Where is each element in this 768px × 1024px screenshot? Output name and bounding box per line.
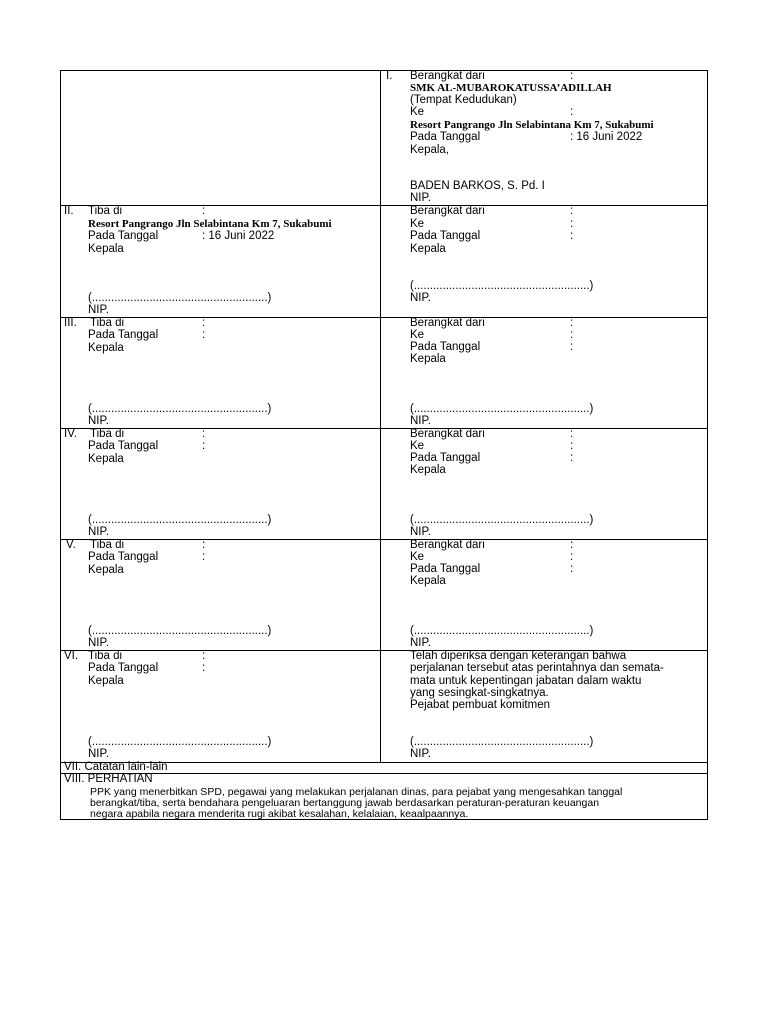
section4-tanggal-label: Pada Tanggal [88,440,159,452]
section6-left-sign-line: (.......................................................) [88,736,272,748]
section4-berangkat-colon: : [570,428,574,440]
section5-right-tanggal-colon: : [570,563,574,575]
section2-tiba-value: Resort Pangrango Jln Selabintana Km 7, Sukabumi [88,218,332,230]
section6-kepala: Kepala [88,675,124,687]
section3-right-nip: NIP. [410,415,431,427]
section2-tanggal-value: : 16 Juni 2022 [202,230,275,242]
section2-ke-colon: : [570,218,574,230]
section3-left-nip: NIP. [88,415,109,427]
section5-berangkat-colon: : [570,539,574,551]
section1-kepala: Kepala, [410,144,450,156]
section3-kepala: Kepala [88,342,124,354]
section4-tiba-colon: : [202,428,206,440]
section2-right-kepala: Kepala [410,243,446,255]
section2-tanggal-label: Pada Tanggal [88,230,159,242]
section2-right-tanggal-label: Pada Tanggal [410,230,481,242]
section4-numeral: IV. [64,428,78,440]
section1-nip: NIP. [410,192,431,204]
section4-berangkat-label: Berangkat dari [410,428,485,440]
row-separator-4 [60,539,708,540]
section5-tanggal-label: Pada Tanggal [88,551,159,563]
section2-tiba-label: Tiba di [88,205,123,217]
section1-destination: Resort Pangrango Jln Selabintana Km 7, Sukabumi [410,119,654,131]
section5-left-sign-line: (.......................................................) [88,625,272,637]
section1-berangkat-label: Berangkat dari [410,70,485,82]
section5-kepala: Kepala [88,564,124,576]
section6-tanggal-colon: : [202,662,206,674]
section5-berangkat-label: Berangkat dari [410,539,485,551]
section3-left-sign-line: (.......................................................) [88,403,272,415]
section5-tiba-label: Tiba di [90,539,125,551]
section6-numeral: VI. [64,650,79,662]
section2-kepala: Kepala [88,243,124,255]
section6-tiba-colon: : [202,650,206,662]
section6-left-nip: NIP. [88,748,109,760]
section6-statement-line-2: perjalanan tersebut atas perintahnya dan semata- [410,662,664,674]
section5-right-sign-line: (.......................................................) [410,625,594,637]
section6-right-sign-line: (.......................................................) [410,736,594,748]
section6-statement-line-1: Telah diperiksa dengan keterangan bahwa [410,650,627,662]
section4-left-sign-line: (.......................................................) [88,514,272,526]
row-separator-2 [60,317,708,318]
section8-text-line-1: PPK yang menerbitkan SPD, pegawai yang melakukan perjalanan dinas, para pejabat yang mengesahkan tanggal [90,786,623,798]
row-separator-1 [60,205,708,206]
section3-right-sign-line: (.......................................................) [410,403,594,415]
section2-tiba-colon: : [202,205,206,217]
section2-berangkat-colon: : [570,205,574,217]
section3-right-tanggal-colon: : [570,341,574,353]
section1-ke-colon: : [570,106,574,118]
section1-berangkat-colon: : [570,70,574,82]
section1-tempat: (Tempat Kedudukan) [410,94,517,106]
section4-right-tanggal-colon: : [570,452,574,464]
section4-tanggal-colon: : [202,440,206,452]
section5-tanggal-colon: : [202,551,206,563]
section3-berangkat-colon: : [570,317,574,329]
section3-tiba-colon: : [202,317,206,329]
section6-statement-line-4: yang sesingkat-singkatnya. [410,687,549,699]
section1-school: SMK AL-MUBAROKATUSSA’ADILLAH [410,82,612,94]
section4-ke-label: Ke [410,440,425,452]
section4-right-sign-line: (.......................................................) [410,514,594,526]
section2-right-tanggal-colon: : [570,230,574,242]
section3-tanggal-colon: : [202,329,206,341]
section3-ke-colon: : [570,329,574,341]
section3-berangkat-label: Berangkat dari [410,317,485,329]
section2-right-nip: NIP. [410,292,431,304]
section6-statement-line-3: mata untuk kepentingan jabatan dalam waktu [410,675,642,687]
section2-ke-label: Ke [410,218,425,230]
section1-tanggal-value: : 16 Juni 2022 [570,131,643,143]
section8-label: VIII. PERHATIAN [64,773,153,785]
section4-kepala: Kepala [88,453,124,465]
section7-label: VII. Catatan lain-lain [64,761,168,773]
section2-numeral: II. [64,205,74,217]
section2-right-sign-line: (.......................................................) [410,280,594,292]
section5-numeral: V. [66,539,76,551]
section4-right-nip: NIP. [410,526,431,538]
section2-left-nip: NIP. [88,304,109,316]
section5-right-tanggal-label: Pada Tanggal [410,563,481,575]
section4-tiba-label: Tiba di [90,428,125,440]
section8-text-line-2: berangkat/tiba, serta bendahara pengeluaran bertanggung jawab berdasarkan peraturan-peraturan keuangan [90,797,600,809]
section5-ke-label: Ke [410,551,425,563]
section4-right-tanggal-label: Pada Tanggal [410,452,481,464]
section1-numeral: I. [386,70,393,82]
section8-text-line-3: negara apabila negara menderita rugi akibat kesalahan, kelalaian, keaalpaannya. [90,808,469,820]
section1-ke-label: Ke [410,106,425,118]
section5-right-nip: NIP. [410,637,431,649]
section4-left-nip: NIP. [88,526,109,538]
section5-right-kepala: Kepala [410,575,446,587]
section6-tiba-label: Tiba di [88,650,123,662]
section5-ke-colon: : [570,551,574,563]
section5-left-nip: NIP. [88,637,109,649]
section3-numeral: III. [64,317,77,329]
section3-tiba-label: Tiba di [90,317,125,329]
section1-tanggal-label: Pada Tanggal [410,131,481,143]
section2-berangkat-label: Berangkat dari [410,205,485,217]
section5-tiba-colon: : [202,539,206,551]
section3-right-tanggal-label: Pada Tanggal [410,341,481,353]
section6-tanggal-label: Pada Tanggal [88,662,159,674]
section4-ke-colon: : [570,440,574,452]
section1-signer: BADEN BARKOS, S. Pd. I [410,180,545,192]
section3-right-kepala: Kepala [410,353,446,365]
section6-pejabat: Pejabat pembuat komitmen [410,699,550,711]
section3-ke-label: Ke [410,329,425,341]
section2-left-sign-line: (.......................................................) [88,292,272,304]
column-divider [380,70,381,762]
section3-tanggal-label: Pada Tanggal [88,329,159,341]
row-separator-3 [60,428,708,429]
section6-right-nip: NIP. [410,748,431,760]
section4-right-kepala: Kepala [410,464,446,476]
